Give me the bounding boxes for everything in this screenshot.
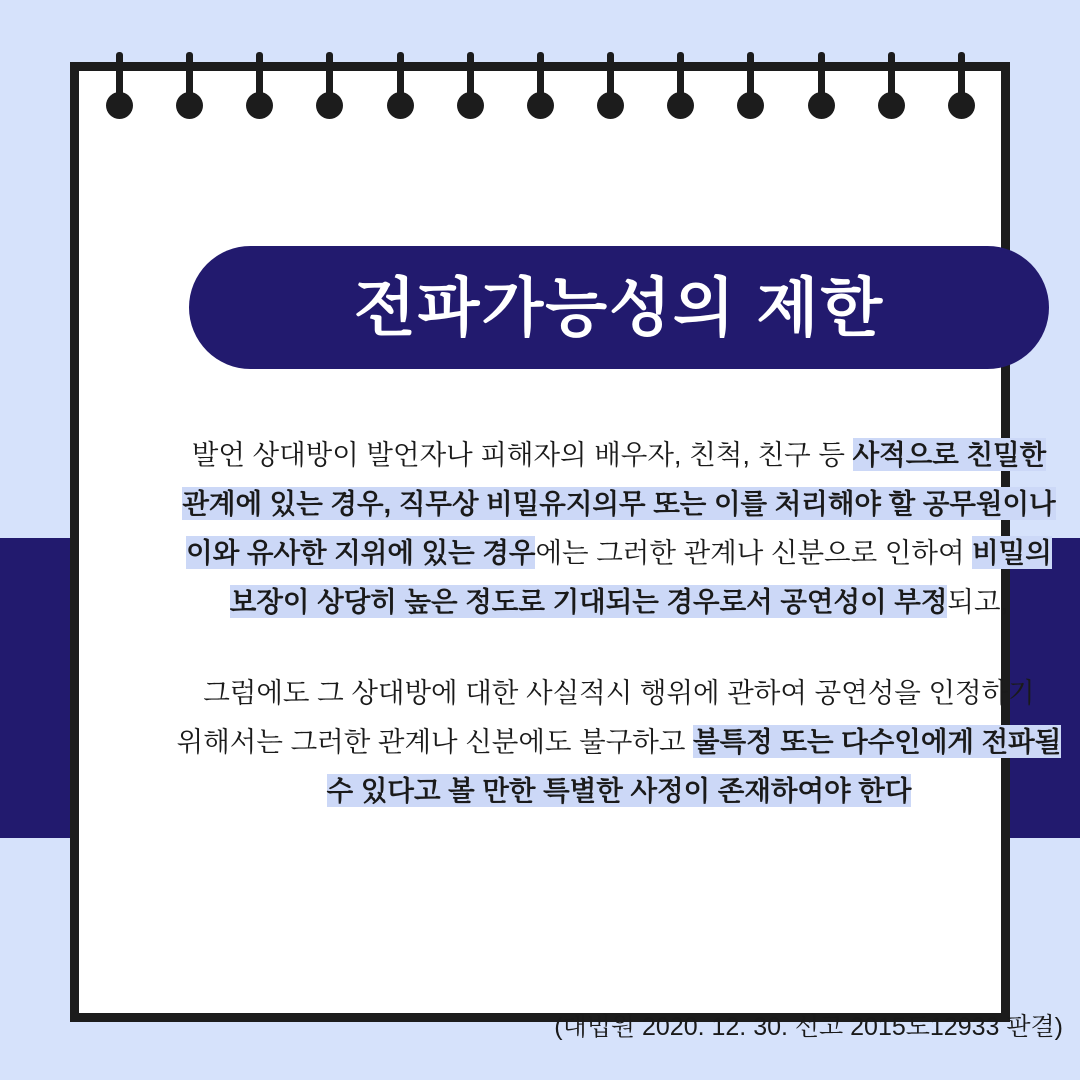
- spiral-ring-bead: [457, 92, 484, 119]
- spiral-ring: [322, 52, 336, 124]
- spiral-ring-bead: [387, 92, 414, 119]
- body-text: 발언 상대방이 발언자나 피해자의 배우자, 친척, 친구 등: [191, 439, 853, 470]
- highlighted-text: 비밀의 보장이 상당히 높은 정도로 기대되는 경우로서 공연성이 부정: [229, 536, 1052, 617]
- citation: (대법원 2020. 12. 30. 선고 2015도12933 판결): [554, 1013, 1063, 1041]
- spiral-ring: [603, 52, 617, 124]
- spiral-ring-bead: [737, 92, 764, 119]
- spiral-ring: [112, 52, 126, 124]
- spiral-ring-bead: [597, 92, 624, 119]
- spiral-ring: [393, 52, 407, 124]
- page-title: 전파가능성의 제한: [353, 271, 885, 344]
- paragraph-1: [175, 431, 1063, 627]
- title-pill: [189, 246, 1049, 369]
- spiral-ring: [252, 52, 266, 124]
- spiral-ring-bead: [808, 92, 835, 119]
- spiral-ring: [814, 52, 828, 124]
- spiral-ring-bead: [667, 92, 694, 119]
- spiral-ring-bead: [948, 92, 975, 119]
- spiral-ring-bead: [176, 92, 203, 119]
- spiral-ring: [673, 52, 687, 124]
- spiral-ring-bead: [246, 92, 273, 119]
- spiral-ring: [884, 52, 898, 124]
- body-text: 그럼에도 그 상대방에 대한 사실적시 행위에 관하여 공연성을 인정하기 위해서는 그러한 관계나 신분에도 불구하고: [176, 676, 1035, 757]
- spiral-ring-bead: [316, 92, 343, 119]
- paragraph-2: [175, 669, 1063, 816]
- spiral-binding: [70, 52, 1010, 142]
- notebook-card: [70, 62, 1063, 1041]
- spiral-ring: [954, 52, 968, 124]
- body-content: [175, 431, 1063, 816]
- spiral-ring-bead: [878, 92, 905, 119]
- spiral-ring-bead: [527, 92, 554, 119]
- spiral-ring: [533, 52, 547, 124]
- spiral-ring: [463, 52, 477, 124]
- body-text: 에는 그러한 관계나 신분으로 인하여: [535, 536, 973, 568]
- spiral-ring-bead: [106, 92, 133, 119]
- spiral-ring: [743, 52, 757, 124]
- highlighted-text: 사적으로 친밀한 관계에 있는 경우, 직무상 비밀유지의무 또는 이를 처리해야 할 공무원이나 이와 유사한 지위에 있는 경우: [182, 439, 1056, 568]
- body-text: 되고,: [947, 585, 1009, 617]
- highlighted-text: 불특정 또는 다수인에게 전파될 수 있다고 볼 만한 특별한 사정이 존재하여야 한다: [326, 725, 1062, 806]
- spiral-ring: [182, 52, 196, 124]
